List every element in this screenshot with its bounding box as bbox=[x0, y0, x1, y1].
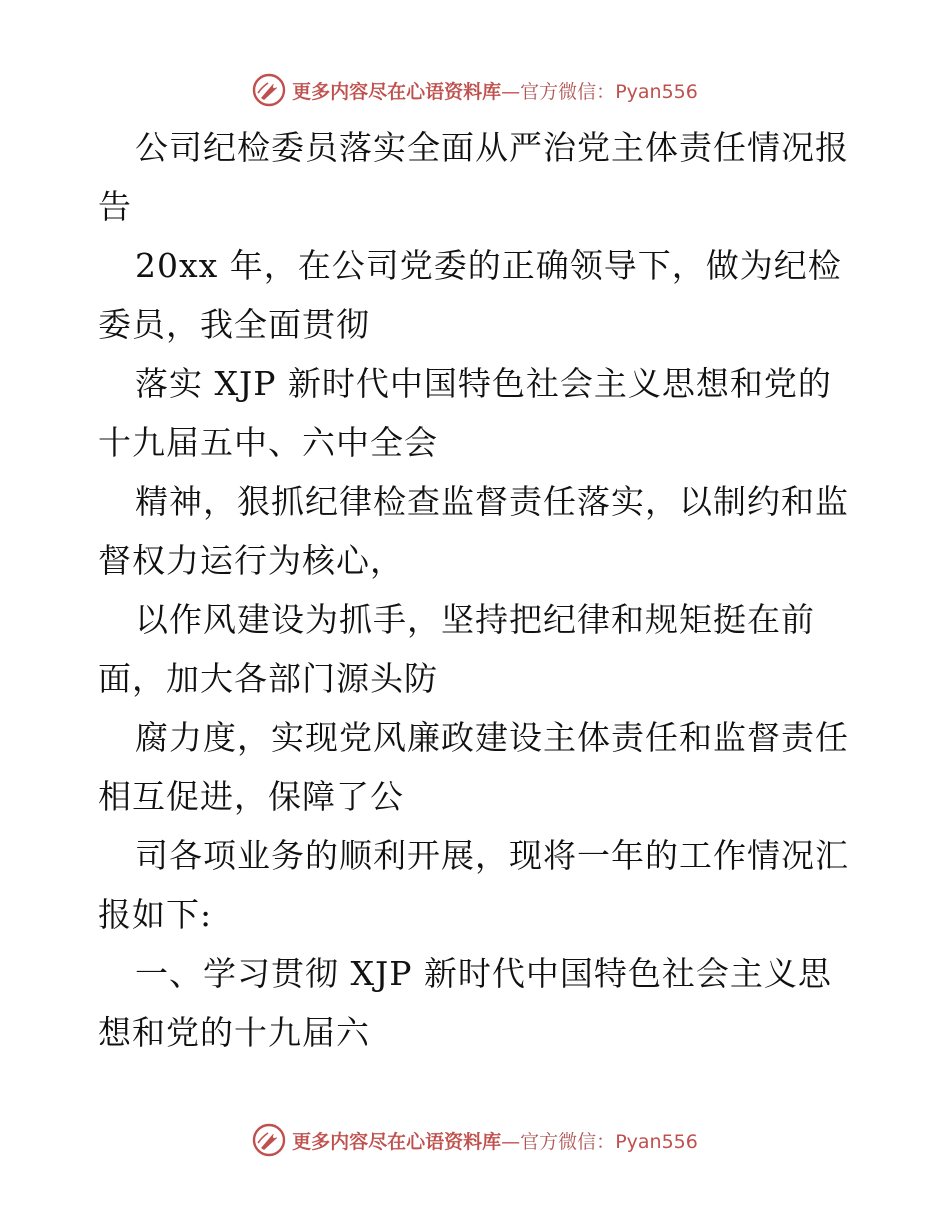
paragraph: 20xx 年，在公司党委的正确领导下，做为纪检委员，我全面贯彻 bbox=[98, 246, 842, 344]
watermark-label: 官方微信： bbox=[520, 1130, 616, 1153]
watermark-main-text: 更多内容尽在心语资料库 bbox=[292, 80, 502, 103]
watermark-main-text: 更多内容尽在心语资料库 bbox=[292, 1130, 502, 1153]
pen-nib-logo-icon bbox=[252, 73, 286, 107]
paragraph: 以作风建设为抓手，坚持把纪律和规矩挺在前面，加大各部门源头防 bbox=[98, 600, 815, 698]
document-body bbox=[98, 118, 858, 1062]
paragraph: 腐力度，实现党风廉政建设主体责任和监督责任相互促进，保障了公 bbox=[98, 718, 849, 816]
paragraph: 落实 XJP 新时代中国特色社会主义思想和党的十九届五中、六中全会 bbox=[98, 364, 832, 462]
watermark-separator: — bbox=[501, 1130, 521, 1153]
watermark-text bbox=[292, 1127, 698, 1154]
pen-nib-logo-icon bbox=[252, 1123, 286, 1157]
footer-watermark bbox=[0, 1120, 950, 1160]
watermark-label: 官方微信： bbox=[520, 80, 616, 103]
watermark-separator: — bbox=[501, 80, 521, 103]
paragraph: 精神，狠抓纪律检查监督责任落实，以制约和监督权力运行为核心， bbox=[98, 482, 849, 580]
document-title: 公司纪检委员落实全面从严治党主体责任情况报告 bbox=[98, 128, 849, 226]
watermark-wechat-id: Pyan556 bbox=[615, 80, 698, 103]
watermark-text bbox=[292, 77, 698, 104]
paragraph: 司各项业务的顺利开展，现将一年的工作情况汇报如下: bbox=[98, 836, 849, 934]
header-watermark bbox=[0, 70, 950, 110]
section-heading: 一、学习贯彻 XJP 新时代中国特色社会主义思想和党的十九届六 bbox=[98, 954, 832, 1052]
watermark-wechat-id: Pyan556 bbox=[615, 1130, 698, 1153]
